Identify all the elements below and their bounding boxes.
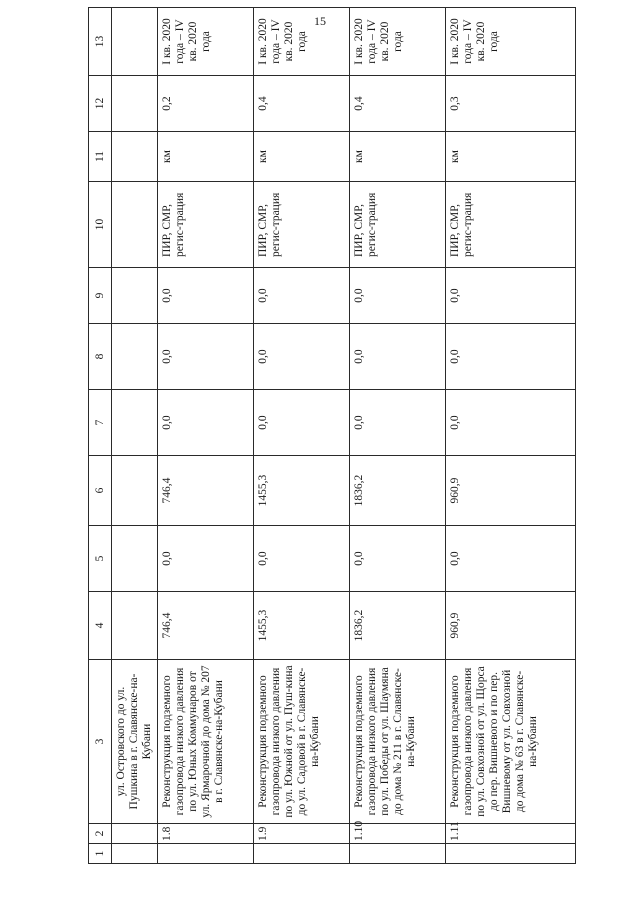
header-row [89,8,112,864]
page-number: 15 [314,14,326,28]
value-cell: 0,0 [253,268,349,324]
value-cell: 0,2 [158,76,254,132]
work-type-cell: ПИР, СМР, регис-трация [253,182,349,268]
row-description: Реконструкция подземного газопровода низкого давления по ул. Совхозной от ул. Щорса до пер. Вишневого и по пер. Вишневому от ул. Совхозной до дома № 63 в г. Славянске-на-Кубани [445,660,575,824]
period-cell: I кв. 2020 года – IV кв. 2020 года [349,8,445,76]
work-type-cell: ПИР, СМР, регис-трация [349,182,445,268]
row-number: 1.11 [445,824,575,844]
period-cell: I кв. 2020 года – IV кв. 2020 года [158,8,254,76]
value-cell: 0,0 [445,390,575,456]
value-cell: 1455,3 [253,456,349,526]
table-cell [112,182,158,268]
header-cell: 3 [89,660,112,824]
row-number: 1.9 [253,824,349,844]
header-cell: 4 [89,592,112,660]
value-cell: 0,0 [445,268,575,324]
value-cell: 746,4 [158,592,254,660]
value-cell: 0,3 [445,76,575,132]
row-description: Реконструкция подземного газопровода низкого давления по ул. Юных Коммунаров от ул. Ярмарочной до дома № 207 в г. Славянске-на-Кубани [158,660,254,824]
unit-cell: км [349,132,445,182]
header-cell: 6 [89,456,112,526]
value-cell: 1836,2 [349,456,445,526]
table-cell [445,844,575,864]
header-cell: 2 [89,824,112,844]
table-row [445,8,575,864]
value-cell: 0,0 [445,526,575,592]
value-cell: 0,4 [253,76,349,132]
table-cell [112,824,158,844]
period-cell: I кв. 2020 года – IV кв. 2020 года [445,8,575,76]
table-cell [112,324,158,390]
table-cell [158,844,254,864]
table-cell [112,592,158,660]
header-cell: 11 [89,132,112,182]
table-cell [112,844,158,864]
table-cell [349,844,445,864]
header-cell: 10 [89,182,112,268]
table-cell [112,526,158,592]
table-row [349,8,445,864]
table-row [158,8,254,864]
value-cell: 0,0 [445,324,575,390]
value-cell: 0,0 [253,324,349,390]
table-cell [112,132,158,182]
header-cell: 5 [89,526,112,592]
value-cell: 746,4 [158,456,254,526]
value-cell: 0,0 [158,390,254,456]
continuation-row [112,8,158,864]
table-cell [112,390,158,456]
value-cell: 0,4 [349,76,445,132]
header-cell: 13 [89,8,112,76]
continuation-cell: ул. Островского до ул. Пушкина в г. Славянске-на-Кубани [112,660,158,824]
table-cell [253,844,349,864]
value-cell: 0,0 [349,390,445,456]
value-cell: 1836,2 [349,592,445,660]
value-cell: 0,0 [349,268,445,324]
period-cell: I кв. 2020 года – IV кв. 2020 года [253,8,349,76]
row-number: 1.10 [349,824,445,844]
table-cell [112,456,158,526]
unit-cell: км [253,132,349,182]
row-description: Реконструкция подземного газопровода низкого давления по ул. Южной от ул. Пуш-кина до ул. Садовой в г. Славянске-на-Кубани [253,660,349,824]
value-cell: 1455,3 [253,592,349,660]
header-cell: 12 [89,76,112,132]
header-cell: 7 [89,390,112,456]
value-cell: 0,0 [349,526,445,592]
row-number: 1.8 [158,824,254,844]
unit-cell: км [158,132,254,182]
value-cell: 0,0 [253,526,349,592]
header-cell: 1 [89,844,112,864]
work-type-cell: ПИР, СМР, регис-трация [445,182,575,268]
row-description: Реконструкция подземного газопровода низкого давления по ул. Победы от ул. Шаумяна до дома № 211 в г. Славянске-на-Кубани [349,660,445,824]
header-cell: 9 [89,268,112,324]
value-cell: 0,0 [158,526,254,592]
table-cell [112,8,158,76]
value-cell: 0,0 [158,324,254,390]
header-cell: 8 [89,324,112,390]
value-cell: 960,9 [445,456,575,526]
value-cell: 0,0 [158,268,254,324]
work-type-cell: ПИР, СМР, регис-трация [158,182,254,268]
table-row [253,8,349,864]
unit-cell: км [445,132,575,182]
table-cell [112,76,158,132]
data-table [88,7,576,864]
value-cell: 0,0 [349,324,445,390]
value-cell: 0,0 [253,390,349,456]
table-cell [112,268,158,324]
value-cell: 960,9 [445,592,575,660]
